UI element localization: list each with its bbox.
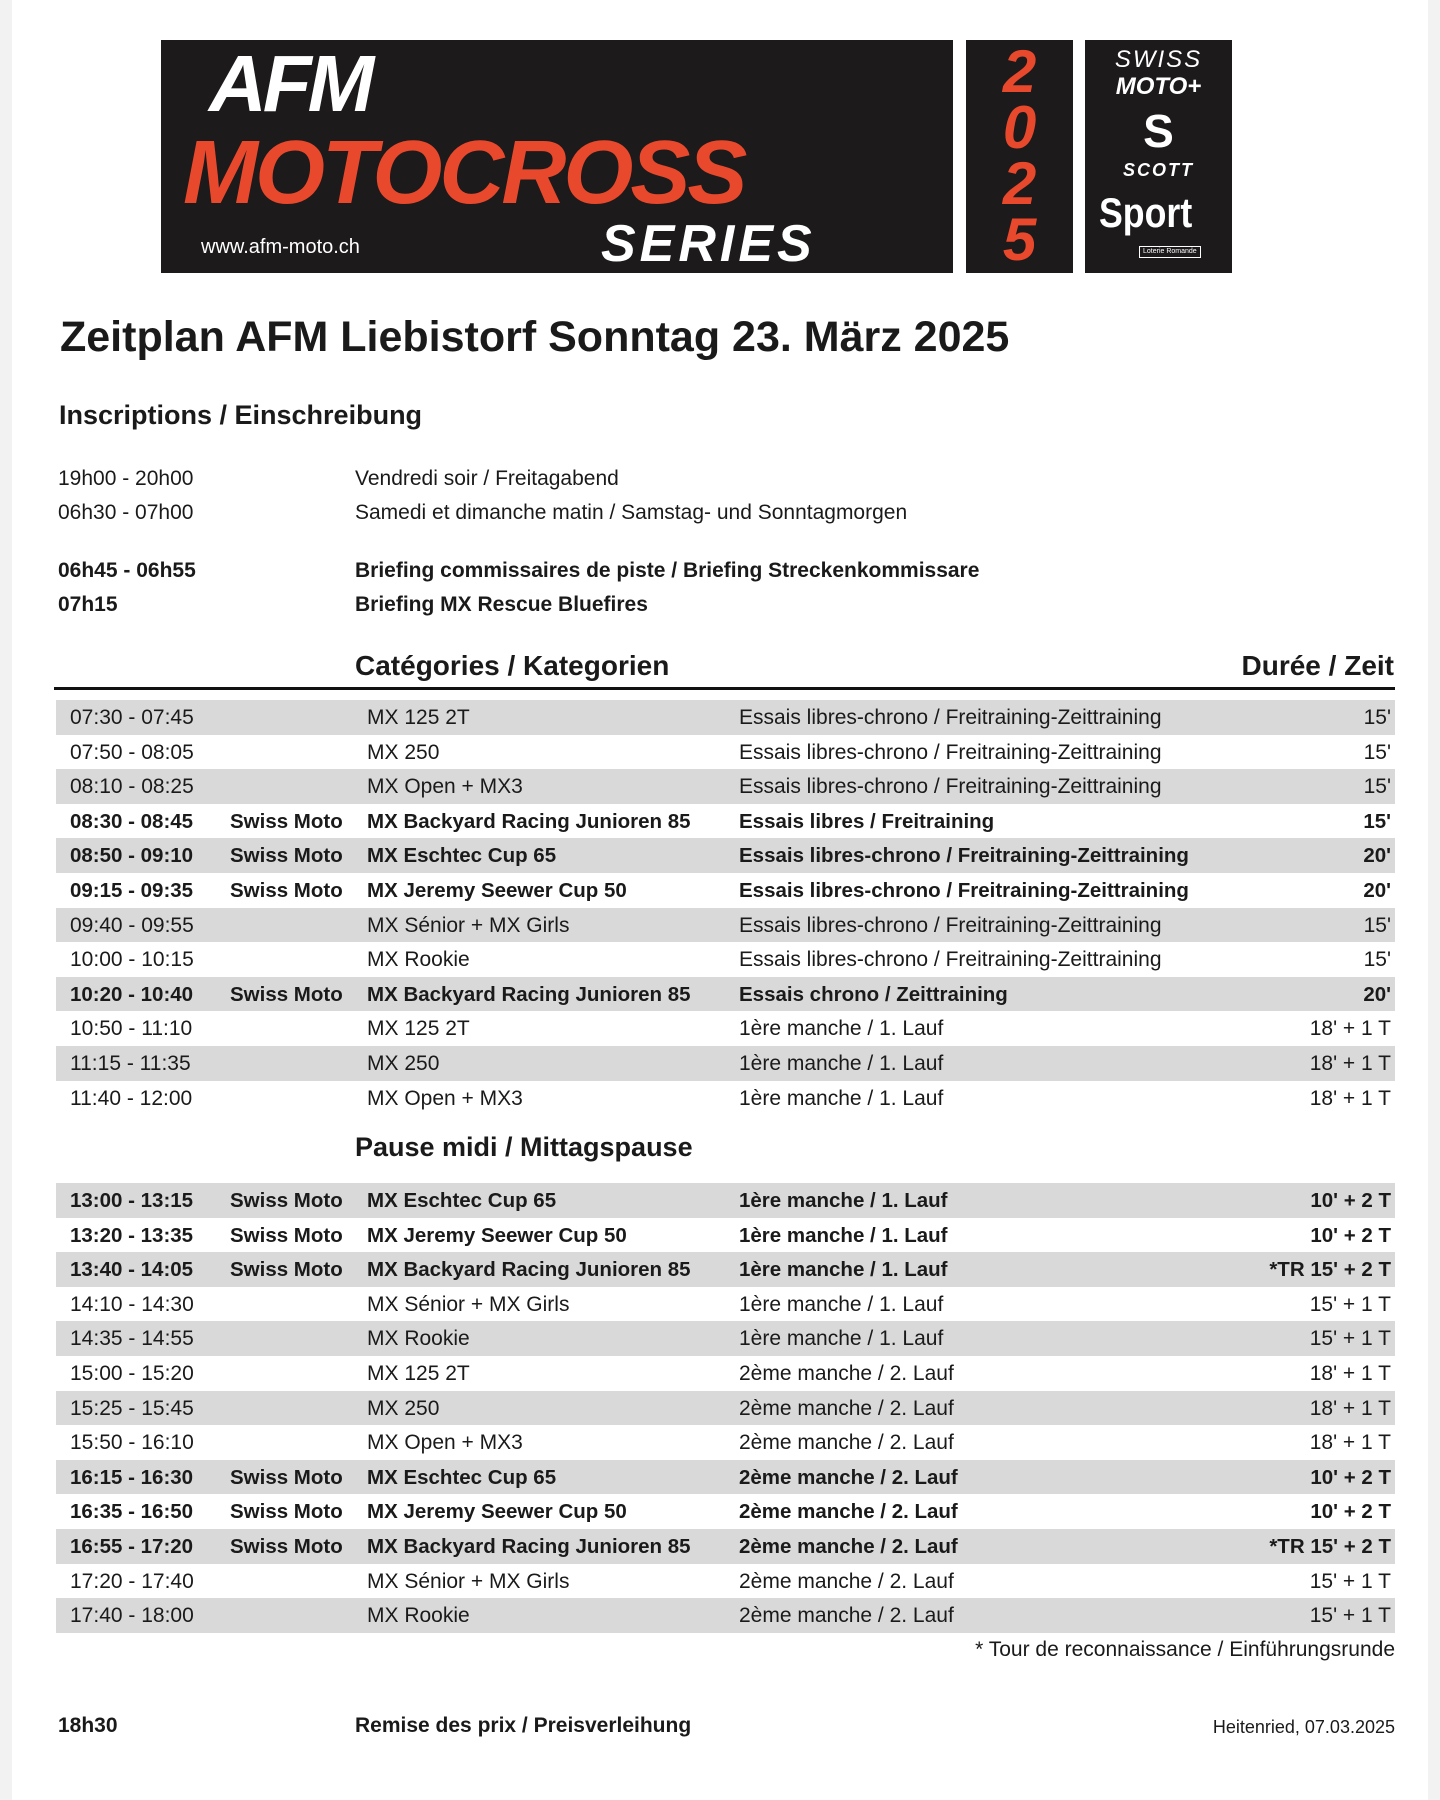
place-date: Heitenried, 07.03.2025 xyxy=(1212,1717,1395,1737)
row-category: MX Backyard Racing Junioren 85 xyxy=(367,1535,691,1558)
schedule-document xyxy=(12,0,1428,1800)
row-category: MX 125 2T xyxy=(367,706,470,729)
row-time: 15:25 - 15:45 xyxy=(70,1396,194,1420)
row-session: 1ère manche / 1. Lauf xyxy=(739,1258,948,1282)
inscription-time: 06h30 - 07h00 xyxy=(58,501,194,524)
row-duration: *TR 15' + 2 T xyxy=(1269,1258,1391,1282)
row-organizer: Swiss Moto xyxy=(230,1535,343,1558)
row-duration: 15' xyxy=(1363,948,1391,972)
afm-motocross-series-logo xyxy=(161,40,953,273)
row-session: 2ème manche / 2. Lauf xyxy=(739,1535,958,1558)
row-duration: 18' + 1 T xyxy=(1309,1086,1391,1110)
briefing-text: Briefing MX Rescue Bluefires xyxy=(355,593,648,616)
row-category: MX Backyard Racing Junioren 85 xyxy=(367,809,691,833)
row-duration: *TR 15' + 2 T xyxy=(1269,1535,1391,1558)
row-session: 1ère manche / 1. Lauf xyxy=(739,1189,948,1212)
row-category: MX Sénior + MX Girls xyxy=(367,1569,570,1593)
row-duration: 18' + 1 T xyxy=(1309,1052,1391,1075)
row-category: MX 250 xyxy=(367,1396,440,1420)
year-digit: 0 xyxy=(1002,94,1037,161)
table-row xyxy=(56,769,1395,804)
briefing-text: Briefing commissaires de piste / Briefing Streckenkommissare xyxy=(355,559,980,582)
year-digit: 2 xyxy=(1002,38,1037,105)
table-row xyxy=(56,1252,1395,1287)
row-time: 09:40 - 09:55 xyxy=(70,913,194,937)
row-time: 07:30 - 07:45 xyxy=(70,706,194,729)
row-session: 1ère manche / 1. Lauf xyxy=(739,1292,944,1316)
sport-logo-text: Sport xyxy=(1099,189,1193,236)
inscriptions-heading: Inscriptions / Einschreibung xyxy=(59,400,423,430)
inscription-text: Vendredi soir / Freitagabend xyxy=(355,467,619,490)
table-row xyxy=(56,977,1395,1012)
table-row xyxy=(56,838,1395,873)
page-title: Zeitplan AFM Liebistorf Sonntag 23. März 2025 xyxy=(60,313,1010,361)
table-row xyxy=(56,1564,1395,1599)
inscription-text: Samedi et dimanche matin / Samstag- und Sonntagmorgen xyxy=(355,501,908,524)
row-time: 16:15 - 16:30 xyxy=(70,1465,194,1489)
row-session: 2ème manche / 2. Lauf xyxy=(739,1431,954,1455)
row-category: MX Open + MX3 xyxy=(367,1431,523,1455)
row-duration: 15' xyxy=(1363,775,1391,799)
row-category: MX Rookie xyxy=(367,1327,470,1351)
duration-column-header: Durée / Zeit xyxy=(1241,650,1394,681)
table-row xyxy=(56,1183,1395,1218)
row-time: 16:55 - 17:20 xyxy=(70,1535,194,1558)
row-time: 14:35 - 14:55 xyxy=(70,1327,194,1351)
row-category: MX 250 xyxy=(367,740,440,764)
categories-column-header: Catégories / Kategorien xyxy=(355,650,670,681)
row-time: 11:40 - 12:00 xyxy=(70,1086,193,1110)
row-category: MX Jeremy Seewer Cup 50 xyxy=(367,1500,627,1524)
row-time: 08:30 - 08:45 xyxy=(70,809,194,833)
row-duration: 18' + 1 T xyxy=(1309,1431,1391,1455)
prize-ceremony-time: 18h30 xyxy=(58,1714,118,1737)
row-organizer: Swiss Moto xyxy=(230,1465,343,1489)
row-duration: 15' xyxy=(1363,913,1391,937)
row-session: 2ème manche / 2. Lauf xyxy=(739,1362,954,1385)
year-digit: 2 xyxy=(1002,150,1037,217)
row-organizer: Swiss Moto xyxy=(230,1500,343,1524)
row-category: MX Eschtec Cup 65 xyxy=(367,844,557,868)
row-organizer: Swiss Moto xyxy=(230,982,343,1006)
sponsor-logos xyxy=(1085,40,1232,273)
row-category: MX Eschtec Cup 65 xyxy=(367,1465,557,1489)
row-session: 2ème manche / 2. Lauf xyxy=(739,1500,958,1524)
row-duration: 15' xyxy=(1363,809,1391,833)
series-logo-text: SERIES xyxy=(601,215,816,273)
row-duration: 20' xyxy=(1363,879,1391,902)
table-row xyxy=(56,1460,1395,1495)
table-row xyxy=(56,873,1395,908)
row-time: 13:20 - 13:35 xyxy=(70,1223,194,1247)
year-logo xyxy=(966,40,1073,273)
motocross-logo-text: MOTOCROSS xyxy=(183,123,745,223)
row-time: 10:20 - 10:40 xyxy=(70,982,194,1006)
year-digit: 5 xyxy=(1002,206,1037,273)
row-category: MX Eschtec Cup 65 xyxy=(367,1189,557,1212)
row-category: MX Jeremy Seewer Cup 50 xyxy=(367,879,627,902)
row-time: 15:50 - 16:10 xyxy=(70,1431,194,1455)
row-time: 08:10 - 08:25 xyxy=(70,775,194,799)
row-time: 13:00 - 13:15 xyxy=(70,1189,194,1212)
table-row xyxy=(56,804,1395,839)
table-row xyxy=(56,700,1395,735)
row-category: MX 125 2T xyxy=(367,1017,470,1041)
scott-logo-text: SCOTT xyxy=(1123,160,1194,180)
loterie-logo-text: Loterie Romande xyxy=(1139,246,1201,258)
scott-s-icon: S xyxy=(1143,105,1174,157)
table-row xyxy=(56,942,1395,977)
briefing-time: 07h15 xyxy=(58,593,118,616)
row-time: 07:50 - 08:05 xyxy=(70,740,194,764)
table-row xyxy=(56,1218,1395,1253)
row-category: MX Open + MX3 xyxy=(367,1086,523,1110)
row-category: MX 250 xyxy=(367,1052,440,1075)
row-duration: 20' xyxy=(1363,844,1391,868)
row-category: MX Jeremy Seewer Cup 50 xyxy=(367,1223,627,1247)
row-category: MX Open + MX3 xyxy=(367,775,523,799)
row-time: 08:50 - 09:10 xyxy=(70,844,194,868)
table-row xyxy=(56,1356,1395,1391)
prize-ceremony-text: Remise des prix / Preisverleihung xyxy=(355,1714,692,1737)
table-row xyxy=(56,1529,1395,1564)
row-duration: 10' + 2 T xyxy=(1310,1465,1391,1489)
header-rule xyxy=(54,687,1395,690)
row-organizer: Swiss Moto xyxy=(230,1258,343,1282)
row-session: 1ère manche / 1. Lauf xyxy=(739,1223,948,1247)
row-time: 16:35 - 16:50 xyxy=(70,1500,194,1524)
row-duration: 18' + 1 T xyxy=(1309,1362,1391,1385)
row-session: Essais chrono / Zeittraining xyxy=(739,982,1008,1006)
row-duration: 20' xyxy=(1363,982,1391,1006)
row-session: Essais libres-chrono / Freitraining-Zeittraining xyxy=(739,948,1162,972)
row-category: MX Sénior + MX Girls xyxy=(367,1292,570,1316)
row-time: 17:40 - 18:00 xyxy=(70,1604,194,1628)
row-time: 11:15 - 11:35 xyxy=(70,1052,191,1075)
row-time: 10:00 - 10:15 xyxy=(70,948,194,972)
row-time: 09:15 - 09:35 xyxy=(70,879,194,902)
row-duration: 10' + 2 T xyxy=(1310,1500,1391,1524)
row-category: MX Backyard Racing Junioren 85 xyxy=(367,1258,691,1282)
row-organizer: Swiss Moto xyxy=(230,844,343,868)
lunch-break-heading: Pause midi / Mittagspause xyxy=(355,1132,693,1162)
table-row xyxy=(56,735,1395,770)
table-row xyxy=(56,1081,1395,1116)
row-session: 2ème manche / 2. Lauf xyxy=(739,1604,954,1628)
row-session: Essais libres-chrono / Freitraining-Zeittraining xyxy=(739,740,1162,764)
row-time: 17:20 - 17:40 xyxy=(70,1569,194,1593)
row-category: MX Sénior + MX Girls xyxy=(367,913,570,937)
row-time: 15:00 - 15:20 xyxy=(70,1362,194,1385)
row-organizer: Swiss Moto xyxy=(230,1223,343,1247)
row-organizer: Swiss Moto xyxy=(230,1189,343,1212)
swiss-moto-logo-text: SWISS xyxy=(1114,46,1203,73)
footnote: * Tour de reconnaissance / Einführungsrunde xyxy=(975,1638,1395,1661)
row-duration: 18' + 1 T xyxy=(1309,1396,1391,1420)
row-time: 13:40 - 14:05 xyxy=(70,1258,194,1282)
row-category: MX 125 2T xyxy=(367,1362,470,1385)
row-session: 2ème manche / 2. Lauf xyxy=(739,1465,958,1489)
row-session: Essais libres-chrono / Freitraining-Zeittraining xyxy=(739,775,1162,799)
row-organizer: Swiss Moto xyxy=(230,809,343,833)
table-row xyxy=(56,1287,1395,1322)
row-duration: 15' + 1 T xyxy=(1309,1292,1391,1316)
row-session: 2ème manche / 2. Lauf xyxy=(739,1569,954,1593)
row-duration: 10' + 2 T xyxy=(1310,1189,1391,1212)
row-duration: 15' + 1 T xyxy=(1309,1327,1391,1351)
row-category: MX Backyard Racing Junioren 85 xyxy=(367,982,691,1006)
table-row xyxy=(56,1011,1395,1046)
afm-logo-text: AFM xyxy=(209,40,371,128)
table-row xyxy=(56,1046,1395,1081)
row-session: 2ème manche / 2. Lauf xyxy=(739,1396,954,1420)
row-session: 1ère manche / 1. Lauf xyxy=(739,1327,944,1351)
table-row xyxy=(56,1425,1395,1460)
row-duration: 15' + 1 T xyxy=(1309,1604,1391,1628)
table-row xyxy=(56,1494,1395,1529)
table-row xyxy=(56,1391,1395,1426)
row-session: 1ère manche / 1. Lauf xyxy=(739,1017,944,1041)
row-session: Essais libres / Freitraining xyxy=(739,809,995,833)
table-row xyxy=(56,1321,1395,1356)
row-duration: 10' + 2 T xyxy=(1310,1223,1391,1247)
row-duration: 18' + 1 T xyxy=(1309,1017,1391,1041)
moto-logo-text: MOTO+ xyxy=(1115,73,1202,100)
row-category: MX Rookie xyxy=(367,1604,470,1628)
row-duration: 15' xyxy=(1363,740,1391,764)
row-session: Essais libres-chrono / Freitraining-Zeittraining xyxy=(739,706,1162,729)
row-session: Essais libres-chrono / Freitraining-Zeittraining xyxy=(739,879,1189,902)
row-time: 14:10 - 14:30 xyxy=(70,1292,194,1316)
row-session: 1ère manche / 1. Lauf xyxy=(739,1086,944,1110)
table-row xyxy=(56,1598,1395,1633)
briefing-time: 06h45 - 06h55 xyxy=(58,559,196,582)
row-organizer: Swiss Moto xyxy=(230,879,343,902)
row-session: Essais libres-chrono / Freitraining-Zeittraining xyxy=(739,913,1162,937)
row-session: Essais libres-chrono / Freitraining-Zeittraining xyxy=(739,844,1189,868)
row-duration: 15' + 1 T xyxy=(1309,1569,1391,1593)
row-time: 10:50 - 11:10 xyxy=(70,1017,193,1041)
row-category: MX Rookie xyxy=(367,948,470,972)
website-url: www.afm-moto.ch xyxy=(201,236,360,258)
inscription-time: 19h00 - 20h00 xyxy=(58,467,194,490)
row-session: 1ère manche / 1. Lauf xyxy=(739,1052,944,1075)
table-row xyxy=(56,908,1395,943)
row-duration: 15' xyxy=(1363,706,1391,729)
